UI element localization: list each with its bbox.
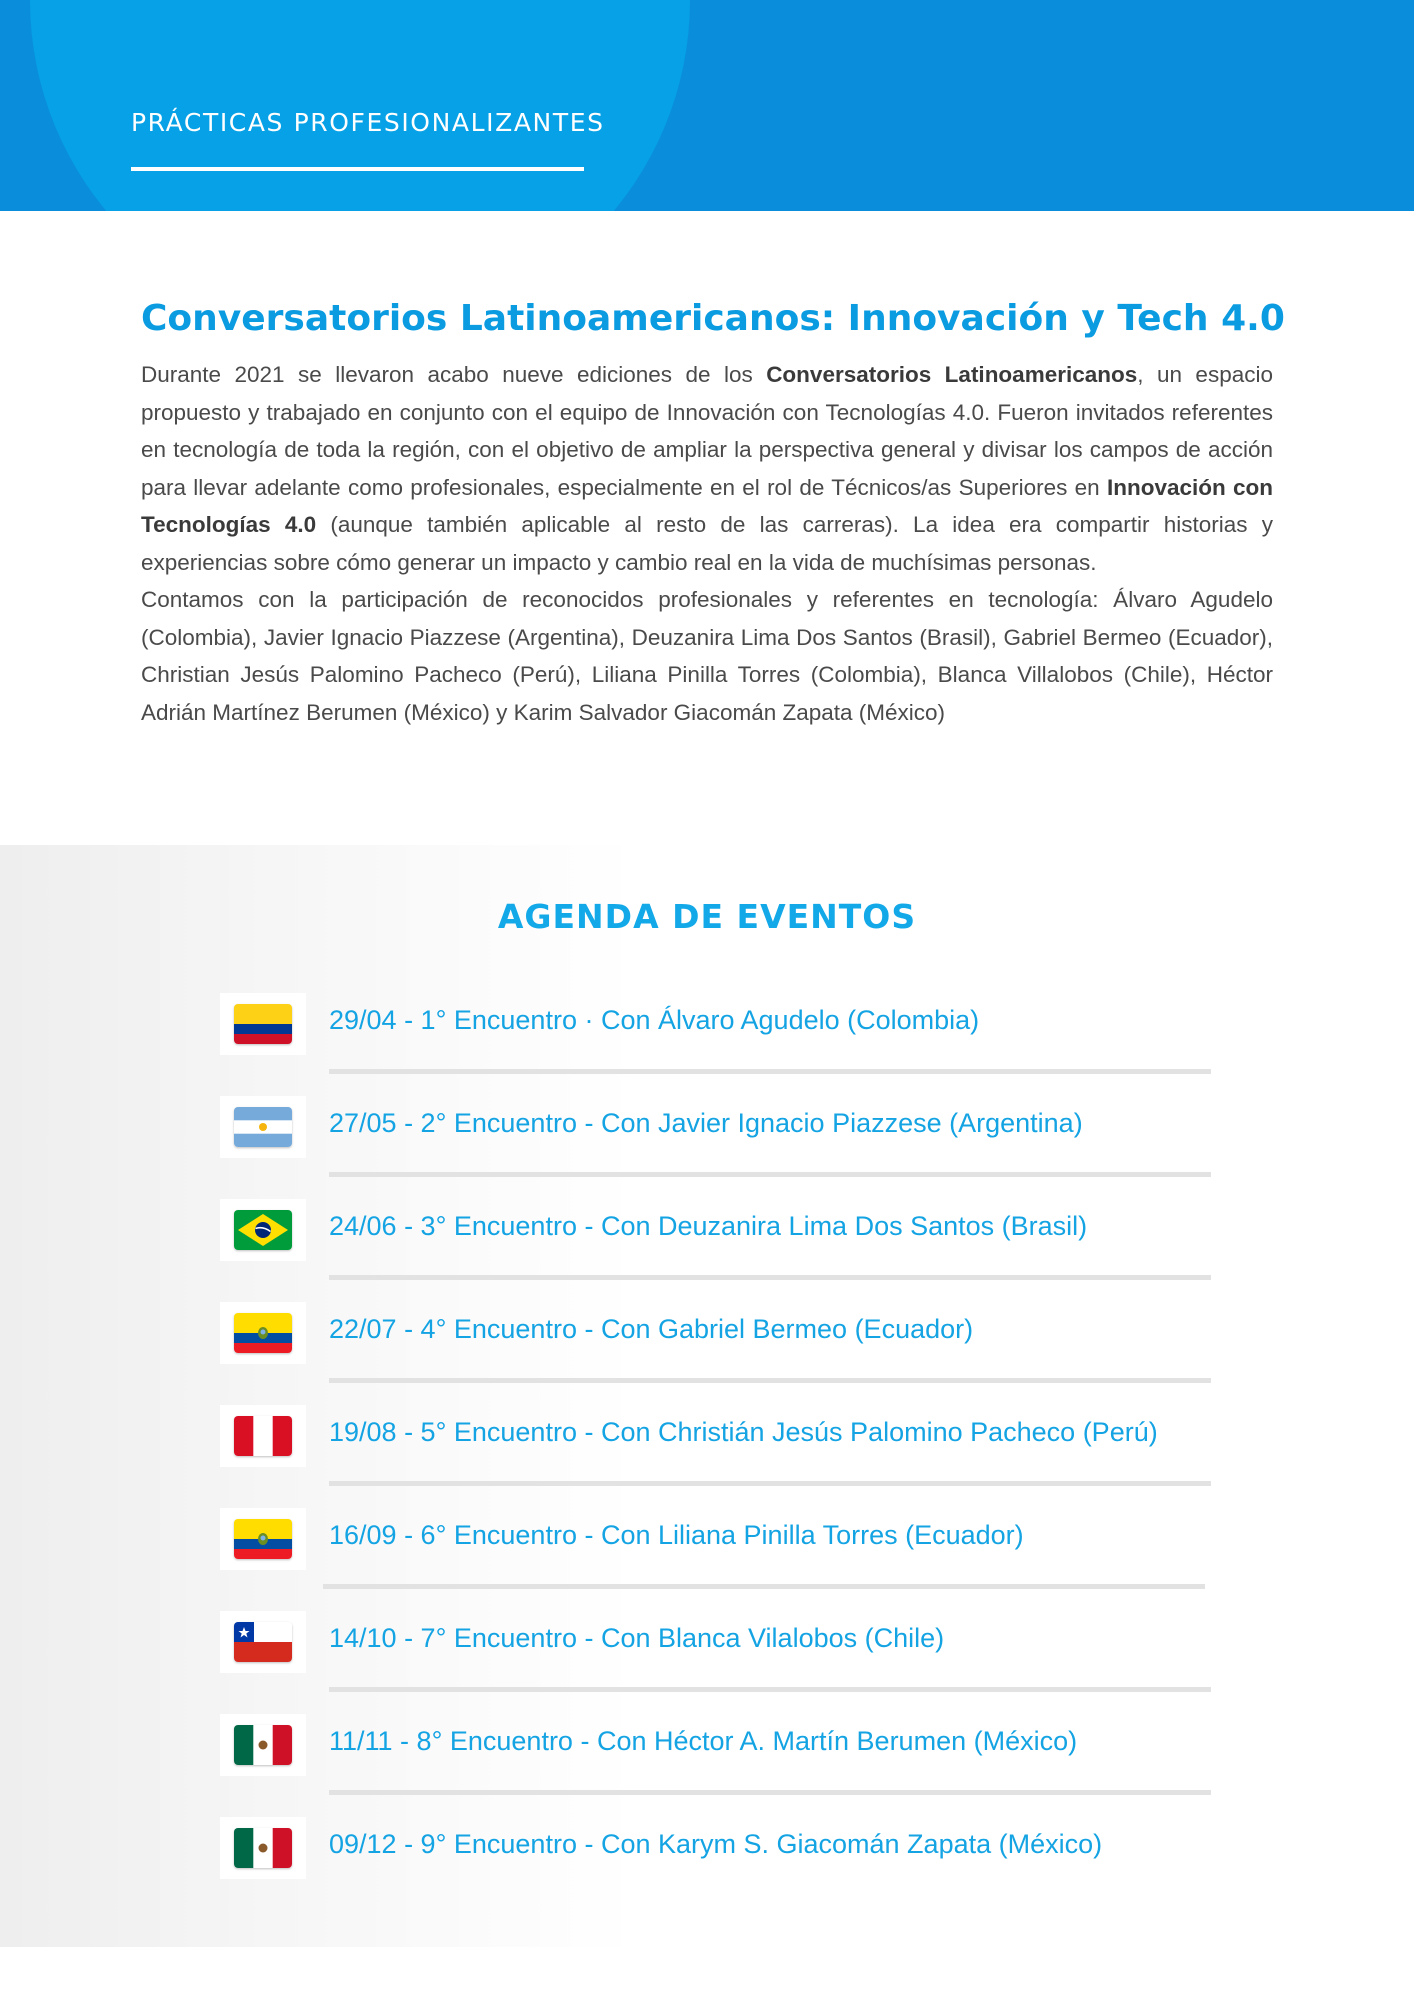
flag-box <box>220 1714 306 1776</box>
event-divider <box>329 1069 1211 1074</box>
section-title: Conversatorios Latinoamericanos: Innovación y Tech 4.0 <box>141 298 1285 339</box>
event-label: 24/06 - 3° Encuentro - Con Deuzanira Lima Dos Santos (Brasil) <box>329 1211 1088 1241</box>
colombia-flag-icon <box>234 1004 292 1044</box>
flag-box <box>220 993 306 1055</box>
intro-text <box>141 356 1273 731</box>
event-label: 11/11 - 8° Encuentro - Con Héctor A. Martín Berumen (México) <box>329 1726 1078 1756</box>
intro-bold-text: Innovación con Tecnologías 4.0 <box>141 474 1274 537</box>
flag-box <box>220 1508 306 1570</box>
flag-box <box>220 1096 306 1158</box>
argentina-flag-icon <box>234 1107 292 1147</box>
mexico-flag-icon <box>234 1725 292 1765</box>
event-item <box>0 1397 1414 1500</box>
header-title: PRÁCTICAS PROFESIONALIZANTES <box>131 108 605 137</box>
event-divider <box>329 1172 1211 1177</box>
intro-bold-text: Conversatorios Latinoamericanos <box>766 362 1138 387</box>
event-label: 29/04 - 1° Encuentro · Con Álvaro Agudelo (Colombia) <box>329 1005 980 1035</box>
event-divider <box>323 1584 1205 1589</box>
intro-text-part: (aunque también aplicable al resto de las carreras). La idea era compartir historias y experiencias sobre cómo generar un impacto y cambio real en la vida de muchísimas personas. <box>141 512 1274 575</box>
event-label: 16/09 - 6° Encuentro - Con Liliana Pinilla Torres (Ecuador) <box>329 1520 1024 1550</box>
flag-box <box>220 1302 306 1364</box>
brazil-flag-icon <box>234 1210 292 1250</box>
mexico-flag-icon <box>234 1828 292 1868</box>
agenda-title: AGENDA DE EVENTOS <box>497 897 917 936</box>
event-label: 22/07 - 4° Encuentro - Con Gabriel Bermeo (Ecuador) <box>329 1314 974 1344</box>
intro-paragraph-2: Contamos con la participación de reconocidos profesionales y referentes en tecnología: Álvaro Agudelo (Colombia), Javier Ignacio Piazzese (Argentina), Deuzanira Lima Dos Santos (Brasil), Gabriel Bermeo (Ecuador), Christian Jesús Palomino Pacheco (Perú), Liliana Pinilla Torres (Colombia), Blanca Villalobos (Chile), Héctor Adrián Martínez Berumen (México) y Karim Salvador Giacomán Zapata (México) <box>141 587 1273 725</box>
peru-flag-icon <box>234 1416 292 1456</box>
intro-text-part: , un espacio propuesto y trabajado en conjunto con el equipo de Innovación con Tecnologías 4.0. Fueron invitados referentes en tecnología de toda la región, con el objetivo de ampliar la perspectiva general y divisar los campos de acción para llevar adelante como profesionales, especialmente en el rol de Técnicos/as Superiores en <box>141 362 1273 500</box>
event-item <box>0 1809 1414 1912</box>
event-divider <box>329 1790 1211 1795</box>
event-item <box>0 1603 1414 1706</box>
event-divider <box>329 1481 1211 1486</box>
header-decorative-circle <box>30 0 690 211</box>
event-item <box>0 1706 1414 1809</box>
flag-box <box>220 1611 306 1673</box>
event-divider <box>329 1687 1211 1692</box>
intro-paragraph-1 <box>141 356 1273 581</box>
event-item <box>0 1088 1414 1191</box>
chile-flag-icon <box>234 1622 292 1662</box>
event-label: 19/08 - 5° Encuentro - Con Christián Jesús Palomino Pacheco (Perú) <box>329 1417 1158 1447</box>
intro-text-part: Durante 2021 se llevaron acabo nueve ediciones de los <box>141 362 767 387</box>
event-divider <box>329 1378 1211 1383</box>
event-item <box>0 985 1414 1088</box>
event-item <box>0 1294 1414 1397</box>
ecuador-flag-icon <box>234 1519 292 1559</box>
event-item <box>0 1191 1414 1294</box>
flag-box <box>220 1199 306 1261</box>
event-label: 09/12 - 9° Encuentro - Con Karym S. Giacomán Zapata (México) <box>329 1829 1103 1859</box>
event-item <box>0 1500 1414 1603</box>
ecuador-flag-icon <box>234 1313 292 1353</box>
event-label: 27/05 - 2° Encuentro - Con Javier Ignacio Piazzese (Argentina) <box>329 1108 1083 1138</box>
event-label: 14/10 - 7° Encuentro - Con Blanca Vilalobos (Chile) <box>329 1623 945 1653</box>
agenda-section <box>0 845 1414 1947</box>
flag-box <box>220 1817 306 1879</box>
header-underline <box>131 167 584 171</box>
event-divider <box>329 1275 1211 1280</box>
flag-box <box>220 1405 306 1467</box>
page-header <box>0 0 1414 211</box>
